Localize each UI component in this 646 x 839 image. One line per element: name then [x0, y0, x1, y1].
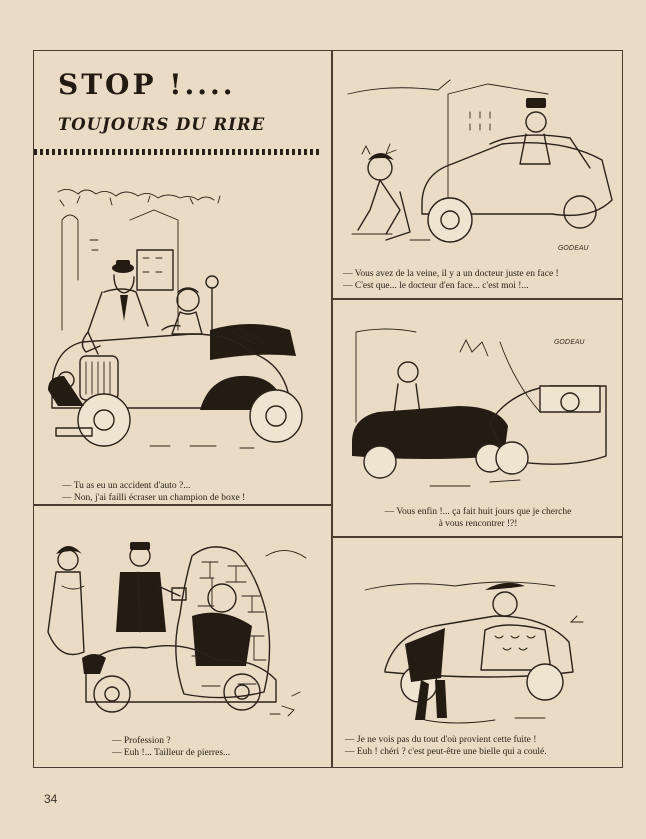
left-row-divider: [33, 504, 331, 506]
cartoon-car-boxer: [40, 180, 325, 470]
caption-line: — Je ne vois pas du tout d'où provient cette fuite !: [345, 735, 537, 745]
cartoon-car-collision: [340, 322, 616, 498]
right-row-divider-1: [331, 298, 623, 300]
caption-line: — C'est que... le docteur d'en face... c'est moi !...: [343, 281, 529, 291]
cartoon-signature-right-1: GODEAU: [558, 244, 589, 252]
column-divider: [331, 50, 333, 768]
checkered-rule-lower: [37, 152, 320, 155]
caption-line: — Profession ?: [112, 736, 171, 746]
page-number: 34: [44, 792, 58, 806]
cartoon-stone-wall: [42, 516, 322, 722]
caption-right-3: [345, 734, 547, 758]
caption-line: — Non, j'ai failli écraser un champion de boxe !: [62, 493, 246, 503]
caption-right-2: [343, 506, 613, 530]
page-subtitle: TOUJOURS DU RIRE: [58, 115, 266, 134]
right-row-divider-2: [331, 536, 623, 538]
caption-line: — Euh !... Tailleur de pierres...: [112, 748, 231, 758]
caption-line: — Vous enfin !... ça fait huit jours que je cherche: [384, 507, 572, 517]
caption-line: — Vous avez de la veine, il y a un docteur juste en face !: [343, 269, 559, 279]
page-title: STOP !....: [58, 68, 236, 101]
caption-line: — Euh ! chéri ? c'est peut-être une bielle qui a coulé.: [345, 747, 547, 757]
cartoon-signature-right-2: GODEAU: [554, 338, 585, 346]
cartoon-doctor-accident: [340, 64, 616, 264]
caption-line: — Tu as eu un accident d'auto ?...: [62, 481, 191, 491]
caption-right-1: [343, 268, 559, 292]
caption-left-top: [62, 480, 245, 504]
caption-line: à vous rencontrer !?!: [438, 519, 518, 529]
cartoon-oil-leak: [345, 560, 615, 730]
caption-left-bottom: [112, 735, 230, 759]
